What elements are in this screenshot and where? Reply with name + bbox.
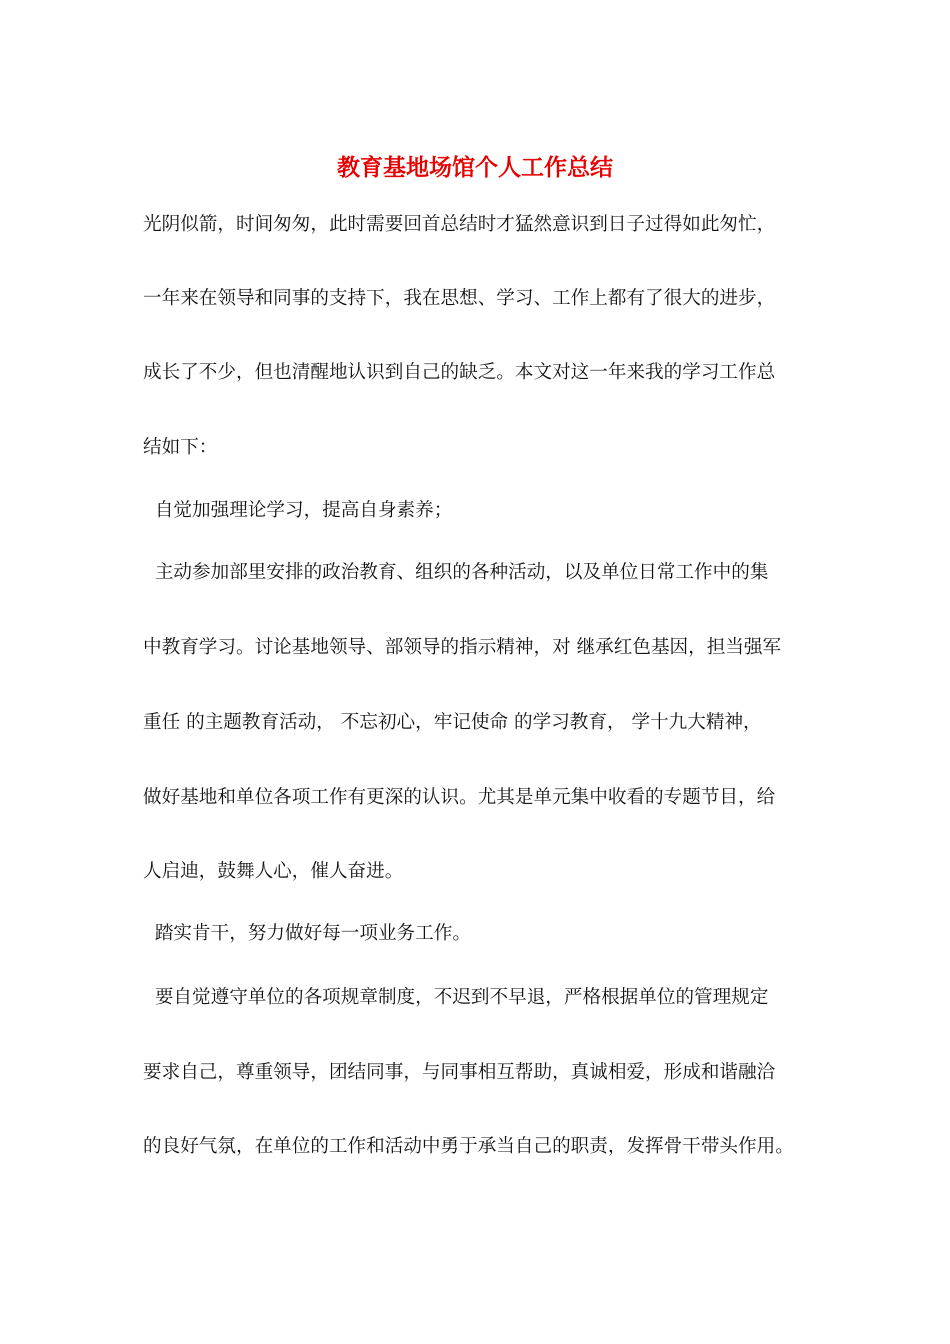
body-line: 光阴似箭，时间匆匆，此时需要回首总结时才猛然意识到日子过得如此匆忙， bbox=[143, 214, 776, 235]
section-heading: 自觉加强理论学习，提高自身素养； bbox=[143, 500, 453, 521]
body-line: 成长了不少，但也清醒地认识到自己的缺乏。本文对这一年来我的学习工作总 bbox=[143, 362, 776, 383]
body-line: 人启迪，鼓舞人心，催人奋进。 bbox=[143, 861, 404, 882]
body-line: 中教育学习。讨论基地领导、部领导的指示精神，对 继承红色基因，担当强军 bbox=[143, 637, 782, 658]
body-line: 一年来在领导和同事的支持下，我在思想、学习、工作上都有了很大的进步， bbox=[143, 288, 776, 309]
body-line: 要自觉遵守单位的各项规章制度，不迟到不早退，严格根据单位的管理规定 bbox=[143, 987, 769, 1008]
body-line: 结如下： bbox=[143, 437, 218, 458]
body-line: 重任 的主题教育活动， 不忘初心，牢记使命 的学习教育， 学十九大精神， bbox=[143, 712, 762, 733]
document-title: 教育基地场馆个人工作总结 bbox=[337, 154, 613, 181]
body-line: 要求自己，尊重领导，团结同事，与同事相互帮助，真诚相爱，形成和谐融洽 bbox=[143, 1062, 776, 1083]
body-line: 主动参加部里安排的政治教育、组织的各种活动，以及单位日常工作中的集 bbox=[143, 562, 769, 583]
body-line: 的良好气氛，在单位的工作和活动中勇于承当自己的职责，发挥骨干带头作用。 bbox=[143, 1136, 794, 1157]
section-heading: 踏实肯干，努力做好每一项业务工作。 bbox=[143, 923, 471, 944]
body-line: 做好基地和单位各项工作有更深的认识。尤其是单元集中收看的专题节目，给 bbox=[143, 787, 776, 808]
